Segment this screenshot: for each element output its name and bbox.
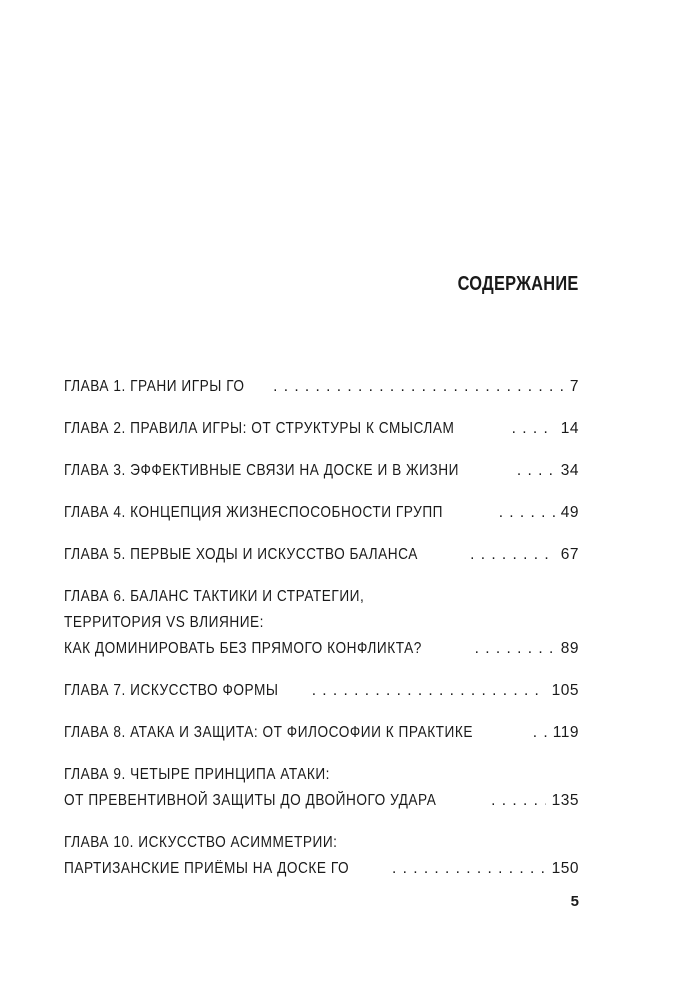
toc-entry-title: ГЛАВА 4. КОНЦЕПЦИЯ ЖИЗНЕСПОСОБНОСТИ ГРУПП	[64, 504, 444, 521]
toc-entry-title: ГЛАВА 9. ЧЕТЫРЕ ПРИНЦИПА АТАКИ:	[64, 766, 331, 783]
leader-dots	[529, 720, 547, 746]
leader-dots	[513, 458, 555, 484]
table-of-contents	[64, 370, 579, 882]
toc-entry-1[interactable]	[64, 374, 579, 400]
leader-dots	[308, 678, 546, 704]
toc-page-number: 150	[551, 860, 579, 877]
toc-entry-title-cont: ПАРТИЗАНСКИЕ ПРИЁМЫ НА ДОСКЕ ГО	[64, 860, 350, 877]
toc-entry-8[interactable]	[64, 720, 579, 746]
toc-entry-6[interactable]	[64, 584, 579, 662]
toc-entry-title-cont: ТЕРРИТОРИЯ VS ВЛИЯНИЕ:	[64, 614, 264, 631]
toc-entry-title: ГЛАВА 3. ЭФФЕКТИВНЫЕ СВЯЗИ НА ДОСКЕ И В ЖИЗНИ	[64, 462, 459, 479]
toc-entry-10[interactable]	[64, 830, 579, 882]
toc-entry-9[interactable]	[64, 762, 579, 814]
toc-entry-title: ГЛАВА 10. ИСКУССТВО АСИММЕТРИИ:	[64, 834, 338, 851]
toc-entry-2[interactable]	[64, 416, 579, 442]
toc-page-number: 135	[551, 792, 579, 809]
toc-page-number: 34	[560, 462, 579, 479]
leader-dots	[508, 416, 555, 442]
toc-page-number: 7	[569, 378, 579, 395]
toc-entry-title: ГЛАВА 8. АТАКА И ЗАЩИТА: ОТ ФИЛОСОФИИ К ПРАКТИКЕ	[64, 724, 473, 741]
toc-page-number: 49	[560, 504, 579, 521]
page-number: 5	[570, 893, 579, 910]
toc-entry-3[interactable]	[64, 458, 579, 484]
leader-dots	[471, 636, 555, 662]
leader-dots	[466, 542, 555, 568]
leader-dots	[269, 374, 564, 400]
toc-page-number: 119	[552, 724, 579, 741]
page-title: СОДЕРЖАНИЕ	[457, 273, 579, 295]
toc-entry-title: ГЛАВА 2. ПРАВИЛА ИГРЫ: ОТ СТРУКТУРЫ К СМЫСЛАМ	[64, 420, 455, 437]
toc-page-number: 14	[560, 420, 579, 437]
toc-entry-5[interactable]	[64, 542, 579, 568]
toc-page-number: 89	[560, 640, 579, 657]
toc-page-number: 105	[551, 682, 579, 699]
toc-page-number: 67	[560, 546, 579, 563]
toc-entry-title-cont: КАК ДОМИНИРОВАТЬ БЕЗ ПРЯМОГО КОНФЛИКТА?	[64, 640, 422, 657]
leader-dots	[388, 856, 546, 882]
leader-dots	[487, 788, 545, 814]
toc-entry-title: ГЛАВА 6. БАЛАНС ТАКТИКИ И СТРАТЕГИИ,	[64, 588, 365, 605]
toc-entry-4[interactable]	[64, 500, 579, 526]
leader-dots	[495, 500, 555, 526]
toc-entry-title: ГЛАВА 1. ГРАНИ ИГРЫ ГО	[64, 378, 245, 395]
toc-entry-title: ГЛАВА 7. ИСКУССТВО ФОРМЫ	[64, 682, 279, 699]
toc-entry-7[interactable]	[64, 678, 579, 704]
toc-entry-title-cont: ОТ ПРЕВЕНТИВНОЙ ЗАЩИТЫ ДО ДВОЙНОГО УДАРА	[64, 792, 437, 809]
toc-entry-title: ГЛАВА 5. ПЕРВЫЕ ХОДЫ И ИСКУССТВО БАЛАНСА	[64, 546, 418, 563]
